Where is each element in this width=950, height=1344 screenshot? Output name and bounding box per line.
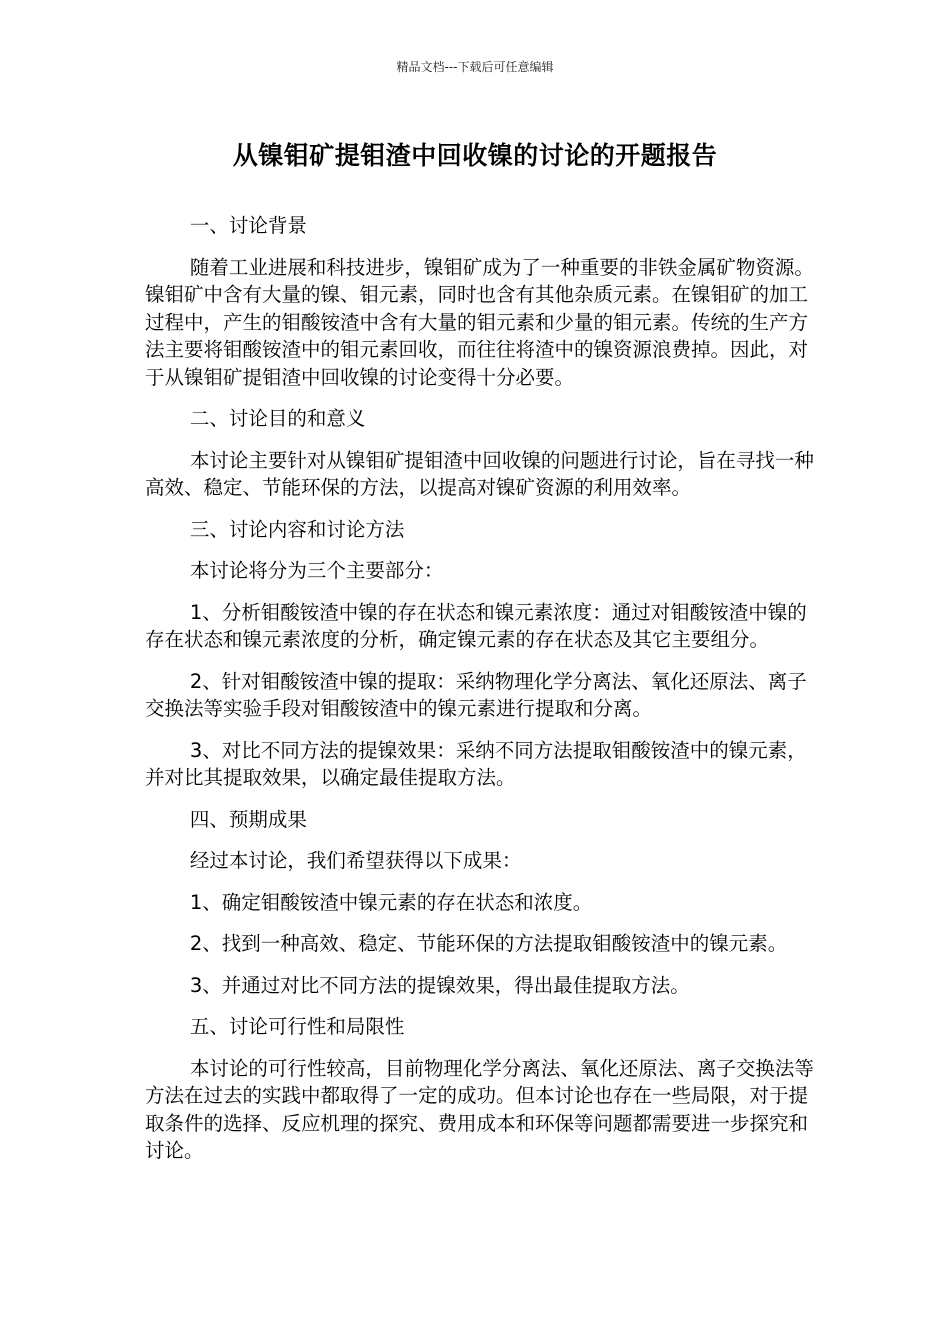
list-item: 3、对比不同方法的提镍效果：采纳不同方法提取钼酸铵渣中的镍元素，并对比其提取效果，以确定最佳提取方法。 bbox=[145, 738, 807, 789]
section-heading: 一、讨论背景 bbox=[189, 214, 307, 237]
paragraph: 本讨论的可行性较高，目前物理化学分离法、氧化还原法、离子交换法等方法在过去的实践中都取得了一定的成功。但本讨论也存在一些局限，对于提取条件的选择、反应机理的探究、费用成本和环保等问题都需要进一步探究和讨论。 bbox=[145, 1056, 814, 1162]
list-item: 2、找到一种高效、稳定、节能环保的方法提取钼酸铵渣中的镍元素。 bbox=[189, 932, 788, 955]
section-heading: 三、讨论内容和讨论方法 bbox=[189, 517, 405, 541]
section-heading: 二、讨论目的和意义 bbox=[189, 407, 366, 430]
document-title: 从镍钼矿提钼渣中回收镍的讨论的开题报告 bbox=[232, 141, 718, 170]
list-item: 2、针对钼酸铵渣中镍的提取：采纳物理化学分离法、氧化还原法、离子交换法等实验手段对钼酸铵渣中的镍元素进行提取和分离。 bbox=[145, 669, 807, 720]
paragraph: 本讨论主要针对从镍钼矿提钼渣中回收镍的问题进行讨论，旨在寻找一种高效、稳定、节能环保的方法，以提高对镍矿资源的利用效率。 bbox=[145, 448, 814, 499]
document-body bbox=[145, 212, 815, 1179]
list-item: 1、分析钼酸铵渣中镍的存在状态和镍元素浓度：通过对钼酸铵渣中镍的存在状态和镍元素浓度的分析，确定镍元素的存在状态及其它主要组分。 bbox=[145, 600, 807, 651]
header-note: 精品文档---下载后可任意编辑 bbox=[396, 60, 554, 74]
section-heading: 五、讨论可行性和局限性 bbox=[189, 1015, 405, 1038]
section-heading: 四、预期成果 bbox=[189, 807, 307, 831]
list-item: 1、确定钼酸铵渣中镍元素的存在状态和浓度。 bbox=[189, 890, 593, 914]
list-item: 3、并通过对比不同方法的提镍效果，得出最佳提取方法。 bbox=[189, 973, 690, 997]
paragraph: 经过本讨论，我们希望获得以下成果： bbox=[189, 849, 522, 872]
paragraph: 本讨论将分为三个主要部分： bbox=[189, 559, 444, 582]
paragraph: 随着工业进展和科技进步，镍钼矿成为了一种重要的非铁金属矿物资源。镍钼矿中含有大量的镍、钼元素，同时也含有其他杂质元素。在镍钼矿的加工过程中，产生的钼酸铵渣中含有大量的钼元素和少量的钼元素。传统的生产方法主要将钼酸铵渣中的钼元素回收，而往往将渣中的镍资源浪费掉。因此，对于从镍钼矿提钼渣中回收镍的讨论变得十分必要。 bbox=[145, 255, 814, 389]
